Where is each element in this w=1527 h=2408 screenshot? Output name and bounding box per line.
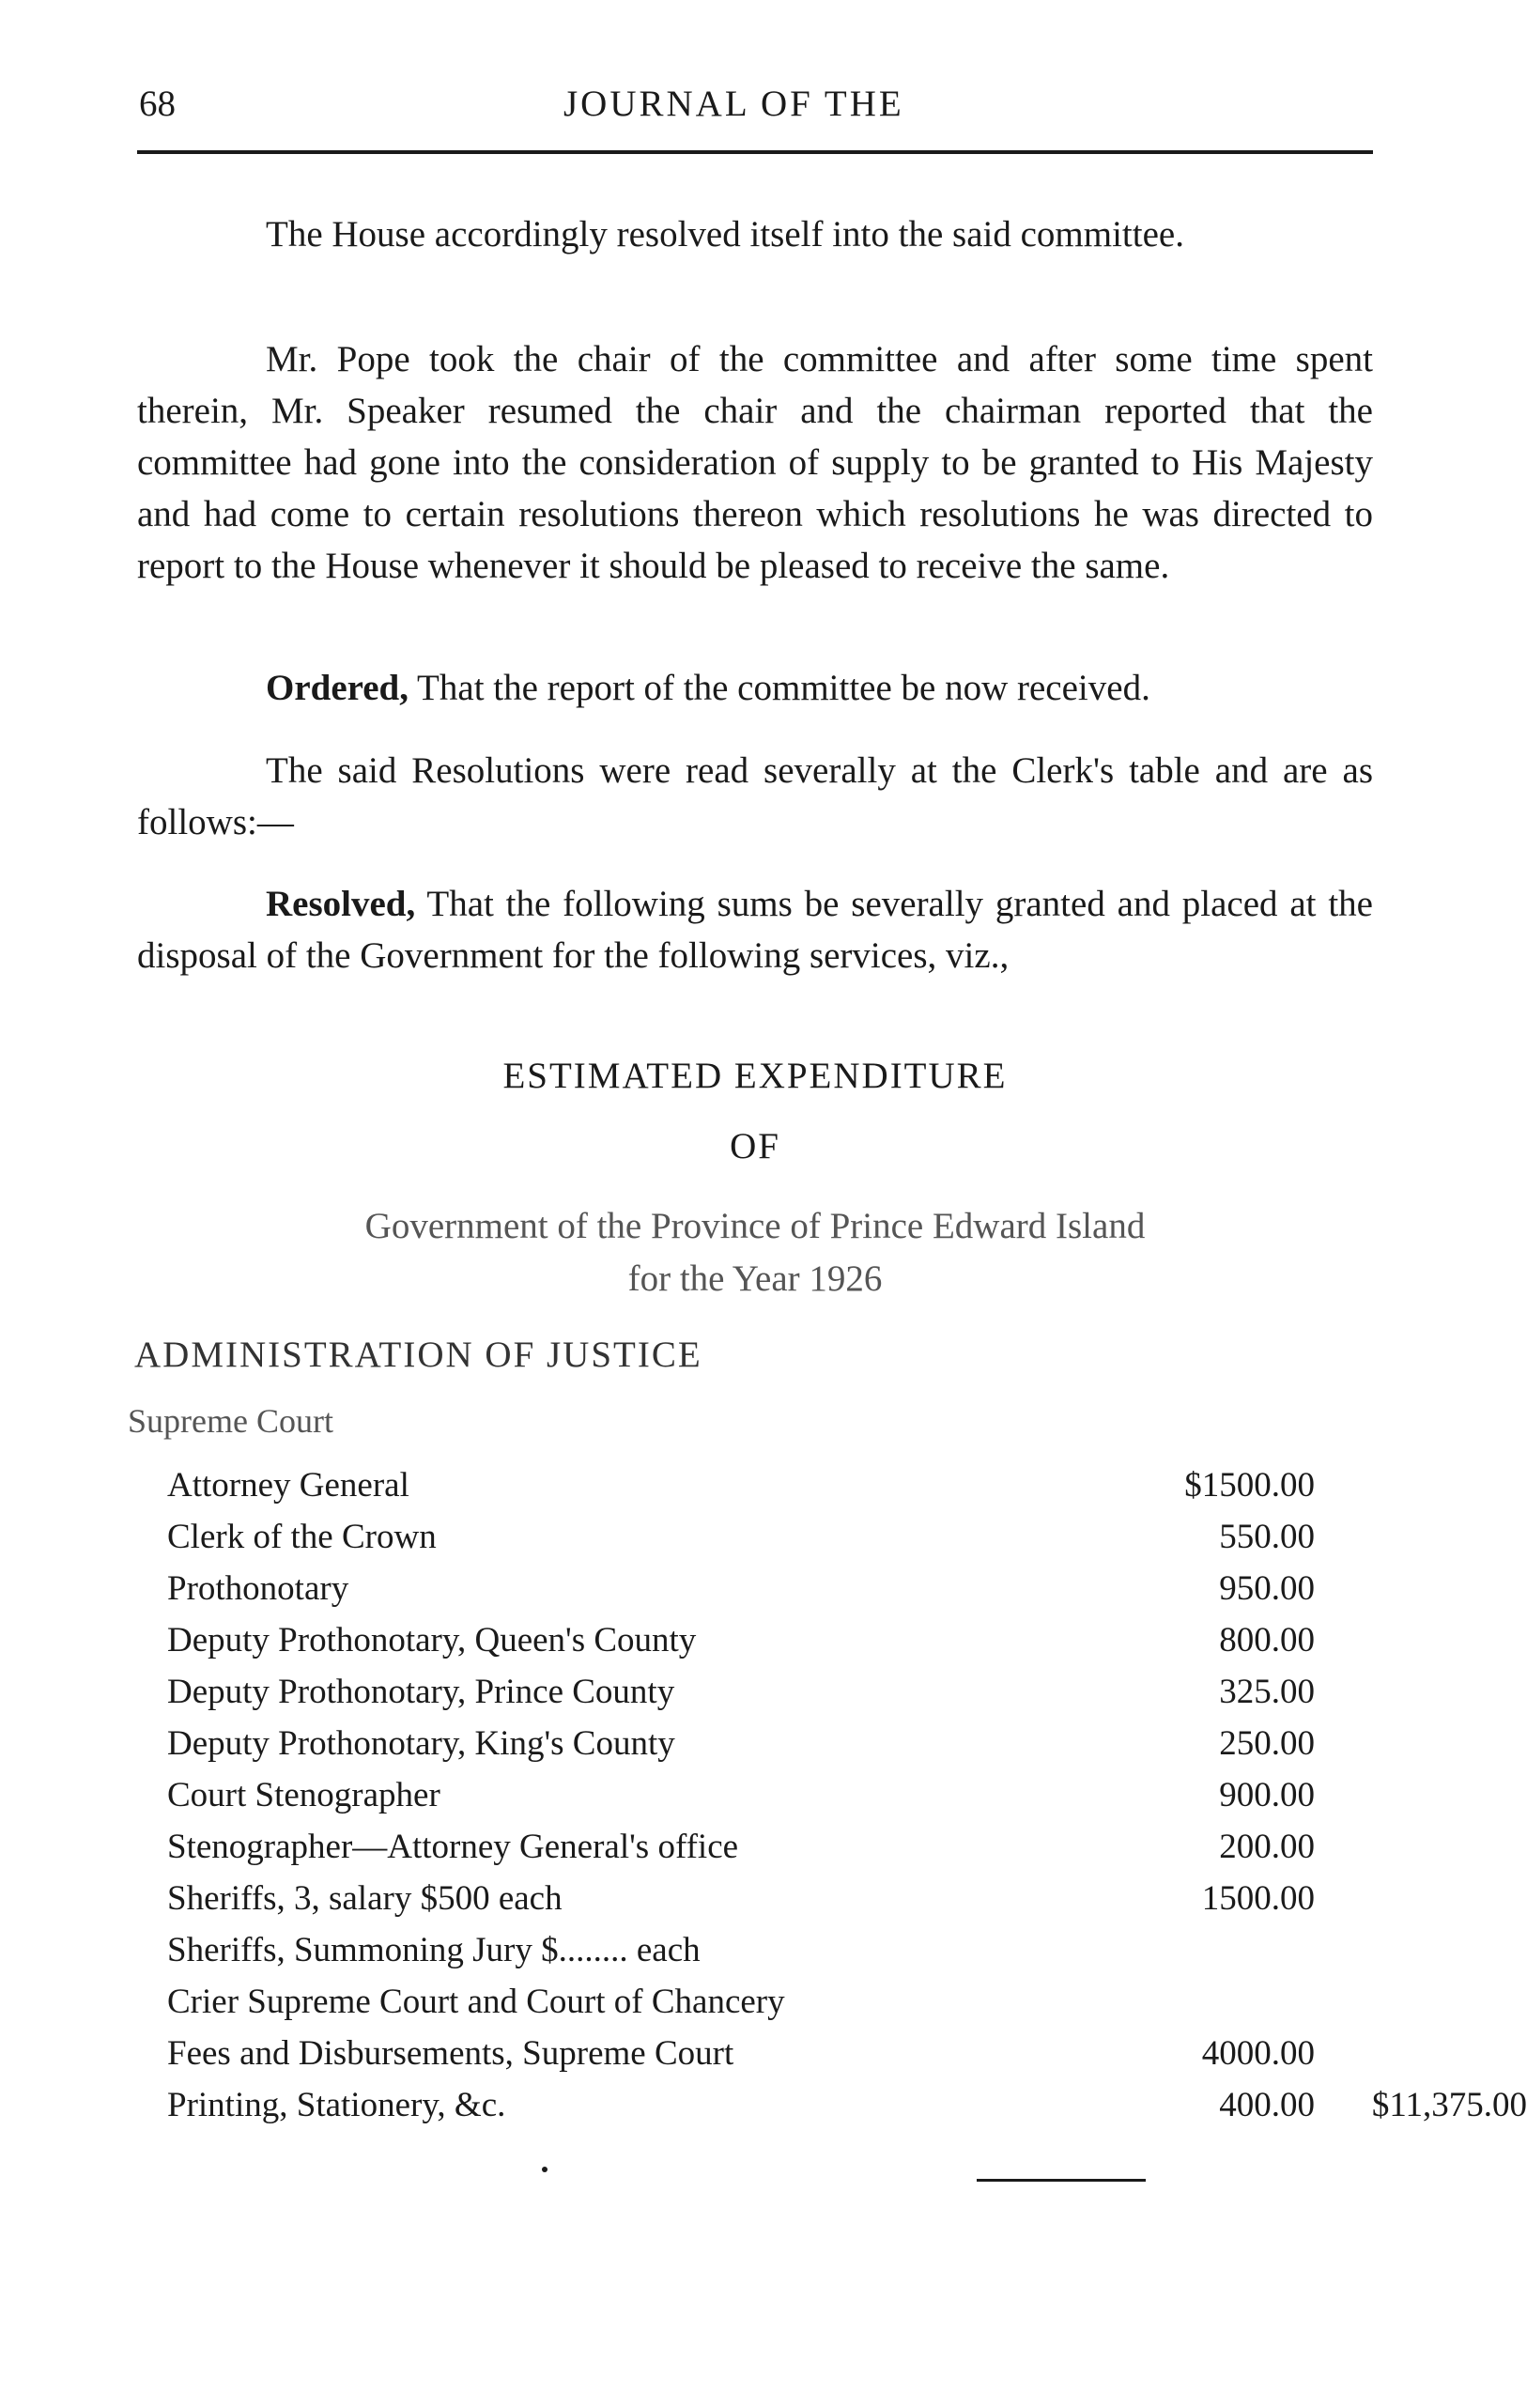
header-rule (137, 150, 1373, 154)
item-total: $11,375.00 (1371, 2086, 1527, 2124)
paragraph-resolutions-read (137, 745, 1373, 848)
paragraph-text: Mr. Pope took the chair of the committee and after some time spent therein, Mr. Speaker resumed the chair and the chairman reported that the committee had gone into the consideration of supply to be granted to His Majesty and had come to certain resolutions thereon which resolutions he was directed to report to the House whenever it should be pleased to receive the same. (137, 339, 1373, 586)
item-label: Clerk of the Crown (167, 1518, 437, 1556)
ordered-lead: Ordered, (266, 668, 409, 708)
item-amount: 400.00 (1219, 2086, 1315, 2124)
item-label: Fees and Disbursements, Supreme Court (167, 2034, 734, 2073)
item-amount: 800.00 (1219, 1621, 1315, 1659)
item-amount: $1500.00 (1184, 1466, 1315, 1505)
running-head: JOURNAL OF THE (563, 84, 904, 124)
item-label: Crier Supreme Court and Court of Chancery (167, 1983, 785, 2021)
item-label: Attorney General (167, 1466, 409, 1505)
resolved-lead: Resolved, (266, 884, 416, 924)
item-label: Printing, Stationery, &c. (167, 2086, 506, 2124)
item-label: Deputy Prothonotary, King's County (167, 1724, 675, 1763)
heading-of: OF (730, 1126, 780, 1166)
item-amount: 1500.00 (1201, 1879, 1315, 1918)
item-amount: 250.00 (1219, 1724, 1315, 1763)
item-amount: 4000.00 (1201, 2034, 1315, 2073)
stray-dot-mark (542, 2167, 548, 2172)
sum-rule (977, 2179, 1146, 2182)
item-amount: 950.00 (1219, 1569, 1315, 1608)
paragraph-resolved (137, 878, 1373, 981)
paragraph-committee (137, 208, 1373, 260)
page-number: 68 (139, 84, 176, 124)
paragraph-text: The House accordingly resolved itself into the said committee. (266, 214, 1184, 255)
paragraph-text: That the report of the committee be now received. (409, 668, 1150, 708)
item-label: Prothonotary (167, 1569, 349, 1608)
paragraph-text: That the following sums be severally granted and placed at the disposal of the Government for the following services, viz., (137, 884, 1373, 976)
item-amount: 550.00 (1219, 1518, 1315, 1556)
item-amount: 200.00 (1219, 1828, 1315, 1866)
item-label: Deputy Prothonotary, Queen's County (167, 1621, 697, 1659)
item-label: Sheriffs, 3, salary $500 each (167, 1879, 563, 1918)
subsection-heading: Supreme Court (128, 1402, 333, 1440)
item-amount: 325.00 (1219, 1673, 1315, 1711)
item-label: Sheriffs, Summoning Jury $........ each (167, 1931, 701, 1969)
paragraph-ordered (137, 662, 1373, 714)
paragraph-report (137, 333, 1373, 592)
heading-year: for the Year 1926 (627, 1258, 883, 1299)
item-label: Court Stenographer (167, 1776, 440, 1814)
paragraph-text: The said Resolutions were read severally at the Clerk's table and are as follows:— (137, 750, 1373, 842)
heading-government: Government of the Province of Prince Edward Island (364, 1206, 1146, 1246)
item-label: Deputy Prothonotary, Prince County (167, 1673, 675, 1711)
section-heading: ADMINISTRATION OF JUSTICE (134, 1335, 702, 1375)
heading-estimated-expenditure: ESTIMATED EXPENDITURE (502, 1056, 1008, 1096)
item-amount: 900.00 (1219, 1776, 1315, 1814)
item-label: Stenographer—Attorney General's office (167, 1828, 739, 1866)
